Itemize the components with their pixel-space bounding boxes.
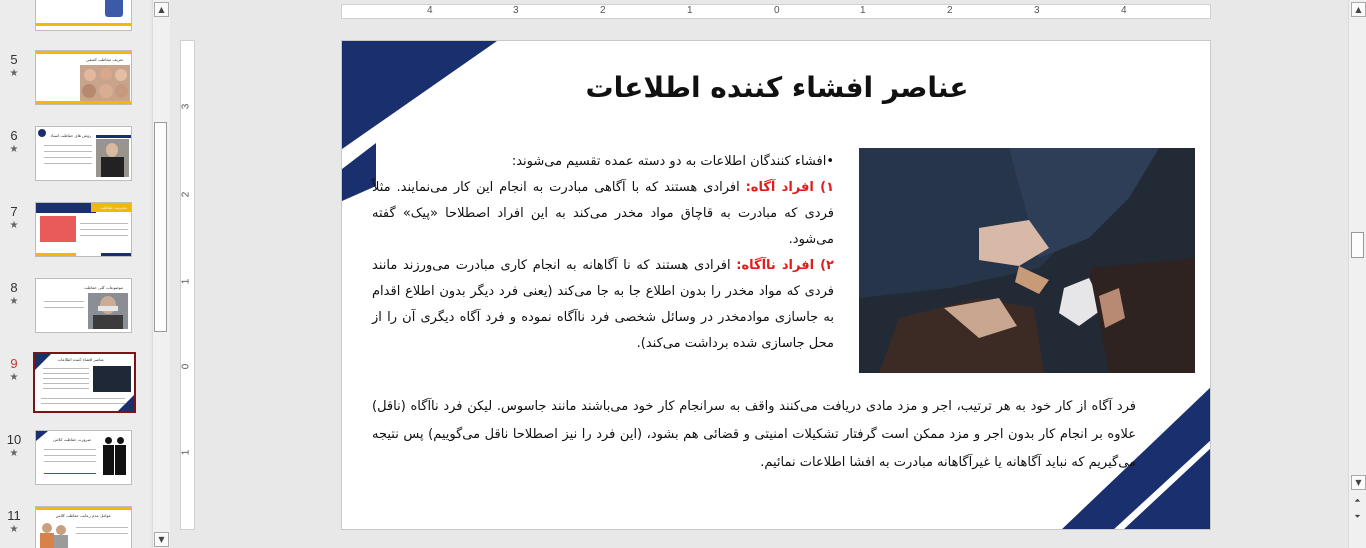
item-2-text: افرادی هستند که نا آگاهانه به انجام کاری مبادرت می‌ورزند مانند فردی که مواد مخدر را بدون اطلاع جا به جا می‌کند (یعنی فرد دیگر بدون اطلاع اقدام به جاسازی موادمخدر در وسائل شخصی فرد ناآگاه نموده و فرد آگاه دیگری آن را از محل جاسازی شده برداشت می‌کند). bbox=[372, 258, 834, 351]
ruler-label: 0 bbox=[180, 363, 192, 370]
thumbnail-preview[interactable] bbox=[35, 202, 132, 257]
thumbnail-number: 5 bbox=[10, 52, 18, 67]
thumbnail-9-selected[interactable] bbox=[0, 354, 150, 414]
handoff-photo-image bbox=[859, 148, 1195, 373]
thumbnail-title: عوامل عدم رعایت حفاظت کلاس bbox=[55, 513, 111, 518]
thumbnail-scrollbar-thumb[interactable] bbox=[154, 122, 167, 332]
editor-scrollbar[interactable] bbox=[1348, 0, 1366, 548]
thumbnail-title: موضوعات کلی حفاظت bbox=[84, 285, 123, 290]
thumbnail-number: 11 bbox=[7, 508, 21, 523]
animation-star-icon: ★ bbox=[9, 68, 19, 79]
thumbnail-title: عناصر افشاء کننده اطلاعات bbox=[57, 357, 104, 362]
thumbnail-number: 6 bbox=[10, 128, 18, 143]
ruler-label: 4 bbox=[427, 5, 433, 16]
slide-bottom-paragraph[interactable]: فرد آگاه از کار خود به هر ترتیب، اجر و مزد مادی دریافت می‌کنند واقف به سرانجام کار خود می‌باشند مانند جاسوس. لیکن فرد ناآگاه (ناقل) علاوه بر انجام کار بدون اجر و مزد ممکن است گرفتار تشکیلات امنیتی و قضائی هم بشود، (این فرد را نیز اصطلاحا ناقل می‌گوییم) پس نتیجه می‌گیریم که نباید آگاهانه یا غیرآگاهانه مبادرت به افشا اطلاعات نمائیم. bbox=[372, 399, 1136, 470]
next-slide-icon[interactable]: ⏷ bbox=[1354, 512, 1361, 521]
slide-editor bbox=[170, 0, 1348, 548]
ruler-label: 2 bbox=[180, 191, 192, 198]
item-2-paragraph bbox=[372, 253, 834, 357]
scroll-down-icon[interactable]: ▼ bbox=[154, 532, 169, 547]
scroll-up-icon[interactable]: ▲ bbox=[154, 2, 169, 17]
slide-body-text[interactable] bbox=[372, 149, 834, 357]
thumbnail-title: تعريف مخاطب كشفي bbox=[86, 57, 123, 62]
slide-canvas[interactable] bbox=[341, 40, 1211, 530]
ruler-label: 2 bbox=[947, 5, 953, 16]
ruler-label: 1 bbox=[860, 5, 866, 16]
thumbnail-preview[interactable] bbox=[35, 126, 132, 181]
thumbnail-4-partial[interactable] bbox=[0, 0, 150, 36]
ruler-label: 3 bbox=[1034, 5, 1040, 16]
thumbnail-number: 10 bbox=[6, 432, 22, 447]
thumbnail-scrollbar[interactable] bbox=[152, 0, 170, 548]
ruler-label: 1 bbox=[180, 278, 192, 285]
thumbnail-10[interactable] bbox=[0, 430, 150, 490]
thumbnail-7[interactable] bbox=[0, 202, 150, 262]
animation-star-icon: ★ bbox=[9, 372, 19, 383]
thumbnail-preview[interactable] bbox=[35, 0, 132, 31]
horizontal-ruler bbox=[341, 4, 1211, 19]
ruler-label: 4 bbox=[1121, 5, 1127, 16]
animation-star-icon: ★ bbox=[9, 524, 19, 535]
ruler-label: 0 bbox=[774, 5, 780, 16]
slide-thumbnail-pane bbox=[0, 0, 150, 548]
thumbnail-11[interactable] bbox=[0, 506, 150, 548]
ruler-label: 3 bbox=[513, 5, 519, 16]
ruler-label: 1 bbox=[180, 449, 192, 456]
animation-star-icon: ★ bbox=[9, 296, 19, 307]
thumbnail-6[interactable] bbox=[0, 126, 150, 186]
thumbnail-title: مدیریت حفاظت bbox=[100, 205, 127, 210]
thumbnail-preview[interactable] bbox=[35, 506, 132, 548]
ruler-label: 3 bbox=[180, 103, 192, 110]
item-1-text: افرادی هستند که با آگاهی مبادرت به انجام این کار می‌نمایند. مثلاً فردی که مبادرت به قاچاق مواد مخدر می‌کند به این افراد اصطلاحا «پیک» گفته می‌شود. bbox=[372, 180, 834, 247]
item-2-label: ۲) افراد ناآگاه: bbox=[736, 258, 834, 273]
previous-slide-icon[interactable]: ⏶ bbox=[1354, 496, 1361, 505]
thumbnail-preview[interactable] bbox=[35, 50, 132, 105]
thumbnail-number: 7 bbox=[10, 204, 18, 219]
thumbnail-title: ضرورت حفاظت کلاس bbox=[53, 437, 91, 442]
thumbnail-preview[interactable] bbox=[35, 430, 132, 485]
thumbnail-preview[interactable] bbox=[35, 278, 132, 333]
animation-star-icon: ★ bbox=[9, 144, 19, 155]
thumbnail-number: 9 bbox=[10, 356, 18, 371]
editor-scrollbar-thumb[interactable] bbox=[1351, 232, 1364, 258]
scroll-down-icon[interactable]: ▼ bbox=[1351, 475, 1366, 490]
intro-paragraph: •افشاء کنندگان اطلاعات به دو دسته عمده تقسیم می‌شوند: bbox=[511, 154, 834, 169]
thumbnail-8[interactable] bbox=[0, 278, 150, 338]
ruler-label: 1 bbox=[687, 5, 693, 16]
thumbnail-5[interactable] bbox=[0, 50, 150, 110]
ruler-label: 2 bbox=[600, 5, 606, 16]
item-1-label: ۱) افراد آگاه: bbox=[745, 180, 835, 195]
thumbnail-title: روش های حفاظت اسناد bbox=[50, 133, 91, 138]
thumbnail-number: 8 bbox=[10, 280, 18, 295]
item-1-paragraph bbox=[372, 175, 834, 253]
thumbnail-preview[interactable] bbox=[33, 352, 136, 413]
slide-title[interactable]: عناصر افشاء کننده اطلاعات bbox=[585, 71, 969, 104]
slide-photo[interactable] bbox=[859, 148, 1195, 373]
vertical-ruler bbox=[180, 40, 195, 530]
scroll-up-icon[interactable]: ▲ bbox=[1351, 2, 1366, 17]
animation-star-icon: ★ bbox=[9, 448, 19, 459]
animation-star-icon: ★ bbox=[9, 220, 19, 231]
